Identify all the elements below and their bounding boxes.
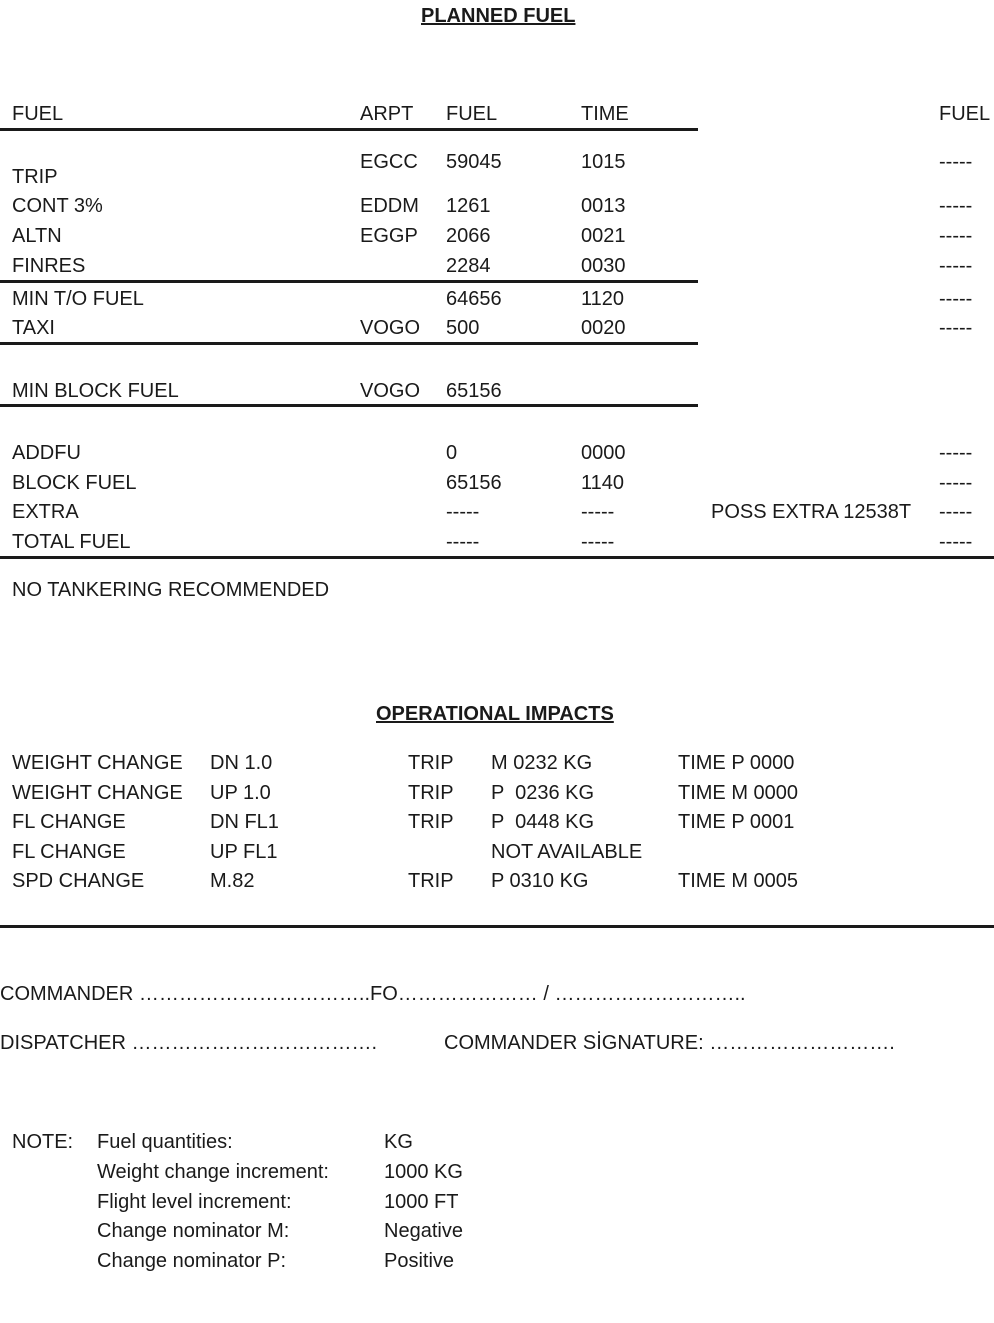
- row-label-cont: CONT 3%: [12, 195, 103, 217]
- divider: [0, 342, 698, 345]
- row-right-min-to: -----: [939, 288, 973, 310]
- row-label-trip: TRIP: [12, 166, 58, 188]
- impact-time: TIME P 0001: [678, 811, 795, 833]
- divider: [0, 280, 698, 283]
- note-value: Positive: [384, 1250, 455, 1272]
- row-arpt-cont: EDDM: [360, 195, 419, 217]
- row-time-block: 1140: [581, 472, 625, 494]
- impact-delta: P 0310 KG: [491, 870, 589, 892]
- row-right-block: -----: [939, 472, 973, 494]
- row-right-addfu: -----: [939, 442, 973, 464]
- row-fuel-total: -----: [446, 531, 480, 553]
- row-arpt-trip: EGCC: [360, 151, 418, 173]
- row-fuel-finres: 2284: [446, 255, 491, 277]
- impact-value: UP 1.0: [210, 782, 271, 804]
- row-label-extra: EXTRA: [12, 501, 79, 523]
- row-fuel-min-to: 64656: [446, 288, 502, 310]
- row-fuel-trip: 59045: [446, 151, 502, 173]
- row-time-total: -----: [581, 531, 615, 553]
- impact-trip: TRIP: [408, 870, 454, 892]
- impacts-title: OPERATIONAL IMPACTS: [376, 703, 614, 725]
- row-fuel-block: 65156: [446, 472, 502, 494]
- impact-delta: NOT AVAILABLE: [491, 841, 643, 863]
- row-right-trip: -----: [939, 151, 973, 173]
- row-time-taxi: 0020: [581, 317, 626, 339]
- impact-value: DN 1.0: [210, 752, 273, 774]
- divider: [0, 556, 994, 559]
- note-key: Flight level increment:: [97, 1191, 292, 1213]
- header-fuel-right: FUEL: [939, 103, 991, 125]
- row-time-min-to: 1120: [581, 288, 625, 310]
- row-fuel-min-block: 65156: [446, 380, 502, 402]
- row-time-altn: 0021: [581, 225, 626, 247]
- row-label-taxi: TAXI: [12, 317, 55, 339]
- row-right-finres: -----: [939, 255, 973, 277]
- row-fuel-extra: -----: [446, 501, 480, 523]
- row-label-total: TOTAL FUEL: [12, 531, 131, 553]
- header-arpt: ARPT: [360, 103, 414, 125]
- note-value: 1000 KG: [384, 1161, 463, 1183]
- row-time-addfu: 0000: [581, 442, 626, 464]
- impact-change: FL CHANGE: [12, 841, 126, 863]
- row-label-min-block: MIN BLOCK FUEL: [12, 380, 179, 402]
- impact-trip: TRIP: [408, 811, 454, 833]
- divider: [0, 404, 698, 407]
- note-key: Change nominator P:: [97, 1250, 287, 1272]
- impact-value: M.82: [210, 870, 255, 892]
- note-key: Weight change increment:: [97, 1161, 329, 1183]
- impact-change: FL CHANGE: [12, 811, 126, 833]
- row-fuel-cont: 1261: [446, 195, 491, 217]
- header-time: TIME: [581, 103, 629, 125]
- row-label-min-to: MIN T/O FUEL: [12, 288, 144, 310]
- row-arpt-min-block: VOGO: [360, 380, 421, 402]
- row-fuel-addfu: 0: [446, 442, 458, 464]
- impact-time: TIME M 0000: [678, 782, 799, 804]
- note-value: 1000 FT: [384, 1191, 459, 1213]
- note-label: NOTE:: [12, 1131, 74, 1153]
- row-label-altn: ALTN: [12, 225, 62, 247]
- poss-extra: POSS EXTRA 12538T: [711, 501, 912, 523]
- row-right-cont: -----: [939, 195, 973, 217]
- impact-change: WEIGHT CHANGE: [12, 752, 183, 774]
- impact-change: WEIGHT CHANGE: [12, 782, 183, 804]
- impact-value: DN FL1: [210, 811, 279, 833]
- note-key: Change nominator M:: [97, 1220, 290, 1242]
- row-fuel-altn: 2066: [446, 225, 491, 247]
- row-label-finres: FINRES: [12, 255, 86, 277]
- impact-change: SPD CHANGE: [12, 870, 145, 892]
- row-time-extra: -----: [581, 501, 615, 523]
- note-value: Negative: [384, 1220, 463, 1242]
- row-right-total: -----: [939, 531, 973, 553]
- impact-time: TIME M 0005: [678, 870, 799, 892]
- impact-trip: TRIP: [408, 782, 454, 804]
- note-value: KG: [384, 1131, 413, 1153]
- row-label-addfu: ADDFU: [12, 442, 81, 464]
- row-label-block: BLOCK FUEL: [12, 472, 137, 494]
- divider: [0, 925, 994, 928]
- impact-trip: TRIP: [408, 752, 454, 774]
- row-time-trip: 1015: [581, 151, 626, 173]
- tankering-note: NO TANKERING RECOMMENDED: [12, 579, 330, 601]
- row-arpt-taxi: VOGO: [360, 317, 421, 339]
- row-arpt-altn: EGGP: [360, 225, 418, 247]
- impact-delta: P 0448 KG: [491, 811, 595, 833]
- divider: [0, 128, 698, 131]
- header-fuel-qty: FUEL: [446, 103, 498, 125]
- impact-value: UP FL1: [210, 841, 278, 863]
- page-title: PLANNED FUEL: [421, 5, 576, 27]
- note-key: Fuel quantities:: [97, 1131, 233, 1153]
- header-fuel: FUEL: [12, 103, 64, 125]
- row-time-cont: 0013: [581, 195, 626, 217]
- row-right-altn: -----: [939, 225, 973, 247]
- row-fuel-taxi: 500: [446, 317, 480, 339]
- impact-time: TIME P 0000: [678, 752, 795, 774]
- dispatcher-line: DISPATCHER ……………………………….: [0, 1032, 378, 1054]
- commander-signature-line: COMMANDER SİGNATURE: ……………………….: [444, 1032, 895, 1054]
- commander-fo-line: COMMANDER ……………………………..FO………………… / ………………………..: [0, 983, 746, 1005]
- impact-delta: P 0236 KG: [491, 782, 595, 804]
- impact-delta: M 0232 KG: [491, 752, 593, 774]
- row-right-extra: -----: [939, 501, 973, 523]
- row-right-taxi: -----: [939, 317, 973, 339]
- row-time-finres: 0030: [581, 255, 626, 277]
